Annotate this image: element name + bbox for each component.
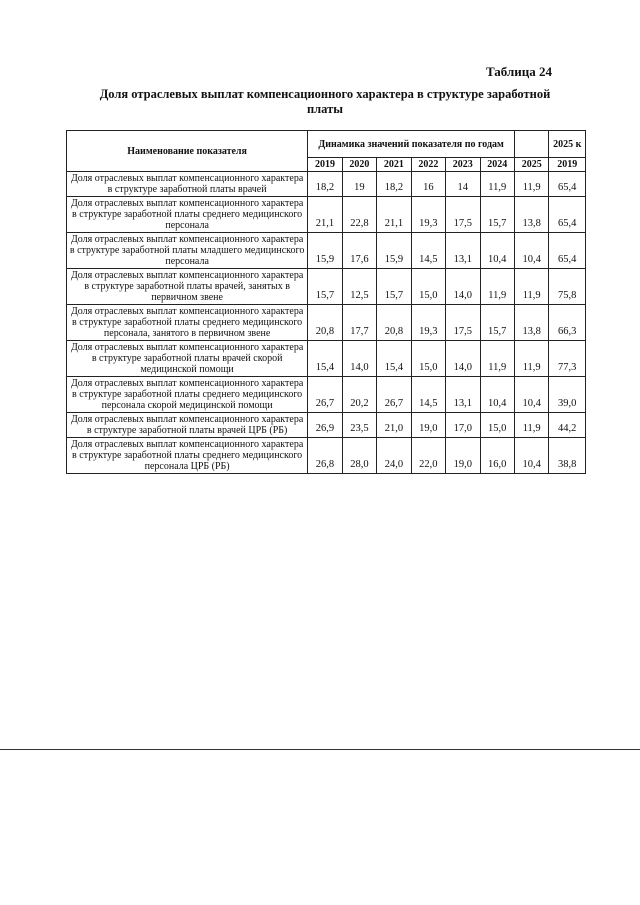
row-value-2020: 12,5: [342, 269, 376, 305]
row-value-2025: 11,9: [514, 341, 548, 377]
row-value-2023: 17,5: [446, 305, 480, 341]
row-value-2021: 15,7: [377, 269, 411, 305]
row-value-2021: 26,7: [377, 377, 411, 413]
row-ratio-2025-to-2019: 77,3: [549, 341, 586, 377]
row-value-2022: 19,3: [411, 197, 445, 233]
row-value-2020: 19: [342, 172, 376, 197]
row-value-2023: 19,0: [446, 438, 480, 474]
row-value-2021: 21,1: [377, 197, 411, 233]
row-value-2019: 15,9: [308, 233, 342, 269]
row-value-2019: 18,2: [308, 172, 342, 197]
row-value-2021: 20,8: [377, 305, 411, 341]
row-ratio-2025-to-2019: 44,2: [549, 413, 586, 438]
row-value-2023: 17,5: [446, 197, 480, 233]
row-value-2022: 22,0: [411, 438, 445, 474]
header-empty-2025: [514, 131, 548, 158]
header-year: 2024: [480, 158, 514, 172]
row-value-2021: 15,4: [377, 341, 411, 377]
row-value-2021: 21,0: [377, 413, 411, 438]
row-value-2024: 15,7: [480, 305, 514, 341]
header-year: 2023: [446, 158, 480, 172]
row-value-2022: 19,3: [411, 305, 445, 341]
table-row: [67, 197, 586, 233]
row-value-2025: 10,4: [514, 233, 548, 269]
row-value-2019: 26,8: [308, 438, 342, 474]
header-year: 2021: [377, 158, 411, 172]
table-row: [67, 377, 586, 413]
table-row: [67, 413, 586, 438]
row-value-2019: 15,7: [308, 269, 342, 305]
row-indicator-name: Доля отраслевых выплат компенсационного характера в структуре заработной платы среднего медицинского персонала: [67, 197, 308, 233]
header-ratio-top: 2025 к: [549, 131, 586, 158]
row-value-2025: 13,8: [514, 197, 548, 233]
row-indicator-name: Доля отраслевых выплат компенсационного характера в структуре заработной платы врачей ЦРБ (РБ): [67, 413, 308, 438]
row-ratio-2025-to-2019: 65,4: [549, 172, 586, 197]
row-value-2022: 14,5: [411, 233, 445, 269]
row-value-2023: 14,0: [446, 341, 480, 377]
row-ratio-2025-to-2019: 66,3: [549, 305, 586, 341]
row-value-2020: 28,0: [342, 438, 376, 474]
row-value-2025: 10,4: [514, 377, 548, 413]
row-value-2022: 15,0: [411, 341, 445, 377]
row-value-2024: 15,7: [480, 197, 514, 233]
row-value-2019: 26,9: [308, 413, 342, 438]
row-value-2023: 14,0: [446, 269, 480, 305]
row-ratio-2025-to-2019: 65,4: [549, 197, 586, 233]
table-row: [67, 438, 586, 474]
row-value-2019: 15,4: [308, 341, 342, 377]
row-value-2020: 17,6: [342, 233, 376, 269]
row-value-2024: 16,0: [480, 438, 514, 474]
row-ratio-2025-to-2019: 39,0: [549, 377, 586, 413]
row-value-2021: 24,0: [377, 438, 411, 474]
header-year: 2019: [308, 158, 342, 172]
row-value-2022: 19,0: [411, 413, 445, 438]
row-value-2023: 13,1: [446, 233, 480, 269]
table-row: [67, 269, 586, 305]
table-number-label: Таблица 24: [485, 64, 552, 79]
header-year: 2025: [514, 158, 548, 172]
row-value-2019: 26,7: [308, 377, 342, 413]
row-ratio-2025-to-2019: 65,4: [549, 233, 586, 269]
row-value-2025: 11,9: [514, 172, 548, 197]
row-value-2024: 11,9: [480, 341, 514, 377]
header-ratio-bottom: 2019: [549, 158, 586, 172]
table-row: [67, 305, 586, 341]
table-row: [67, 341, 586, 377]
table-body: [67, 172, 586, 474]
row-value-2023: 17,0: [446, 413, 480, 438]
row-value-2022: 16: [411, 172, 445, 197]
header-year: 2022: [411, 158, 445, 172]
table-title: Доля отраслевых выплат компенсационного характера в структуре заработной платы: [99, 87, 551, 116]
table-row: [67, 172, 586, 197]
row-value-2024: 10,4: [480, 377, 514, 413]
row-indicator-name: Доля отраслевых выплат компенсационного характера в структуре заработной платы врачей, занятых в первичном звене: [67, 269, 308, 305]
data-table: [66, 130, 586, 474]
row-indicator-name: Доля отраслевых выплат компенсационного характера в структуре заработной платы среднего медицинского персонала ЦРБ (РБ): [67, 438, 308, 474]
table-header: [67, 131, 586, 172]
row-value-2019: 20,8: [308, 305, 342, 341]
row-indicator-name: Доля отраслевых выплат компенсационного характера в структуре заработной платы младшего медицинского персонала: [67, 233, 308, 269]
header-name-column: Наименование показателя: [67, 131, 308, 172]
row-value-2023: 13,1: [446, 377, 480, 413]
row-value-2022: 14,5: [411, 377, 445, 413]
page-divider: [0, 749, 640, 750]
row-value-2020: 20,2: [342, 377, 376, 413]
row-value-2022: 15,0: [411, 269, 445, 305]
row-value-2024: 11,9: [480, 172, 514, 197]
header-dynamics: Динамика значений показателя по годам: [308, 131, 515, 158]
row-value-2021: 15,9: [377, 233, 411, 269]
row-indicator-name: Доля отраслевых выплат компенсационного характера в структуре заработной платы врачей: [67, 172, 308, 197]
row-value-2025: 11,9: [514, 269, 548, 305]
row-value-2020: 17,7: [342, 305, 376, 341]
row-value-2024: 10,4: [480, 233, 514, 269]
row-value-2024: 15,0: [480, 413, 514, 438]
row-value-2023: 14: [446, 172, 480, 197]
row-indicator-name: Доля отраслевых выплат компенсационного характера в структуре заработной платы среднего медицинского персонала скорой медицинской помощи: [67, 377, 308, 413]
row-value-2019: 21,1: [308, 197, 342, 233]
table-row: [67, 233, 586, 269]
row-ratio-2025-to-2019: 75,8: [549, 269, 586, 305]
row-indicator-name: Доля отраслевых выплат компенсационного характера в структуре заработной платы среднего медицинского персонала, занятого в первичном звене: [67, 305, 308, 341]
row-value-2024: 11,9: [480, 269, 514, 305]
row-indicator-name: Доля отраслевых выплат компенсационного характера в структуре заработной платы врачей скорой медицинской помощи: [67, 341, 308, 377]
row-value-2020: 23,5: [342, 413, 376, 438]
row-value-2025: 11,9: [514, 413, 548, 438]
row-value-2025: 10,4: [514, 438, 548, 474]
row-value-2025: 13,8: [514, 305, 548, 341]
row-value-2021: 18,2: [377, 172, 411, 197]
row-value-2020: 22,8: [342, 197, 376, 233]
row-ratio-2025-to-2019: 38,8: [549, 438, 586, 474]
header-year: 2020: [342, 158, 376, 172]
row-value-2020: 14,0: [342, 341, 376, 377]
